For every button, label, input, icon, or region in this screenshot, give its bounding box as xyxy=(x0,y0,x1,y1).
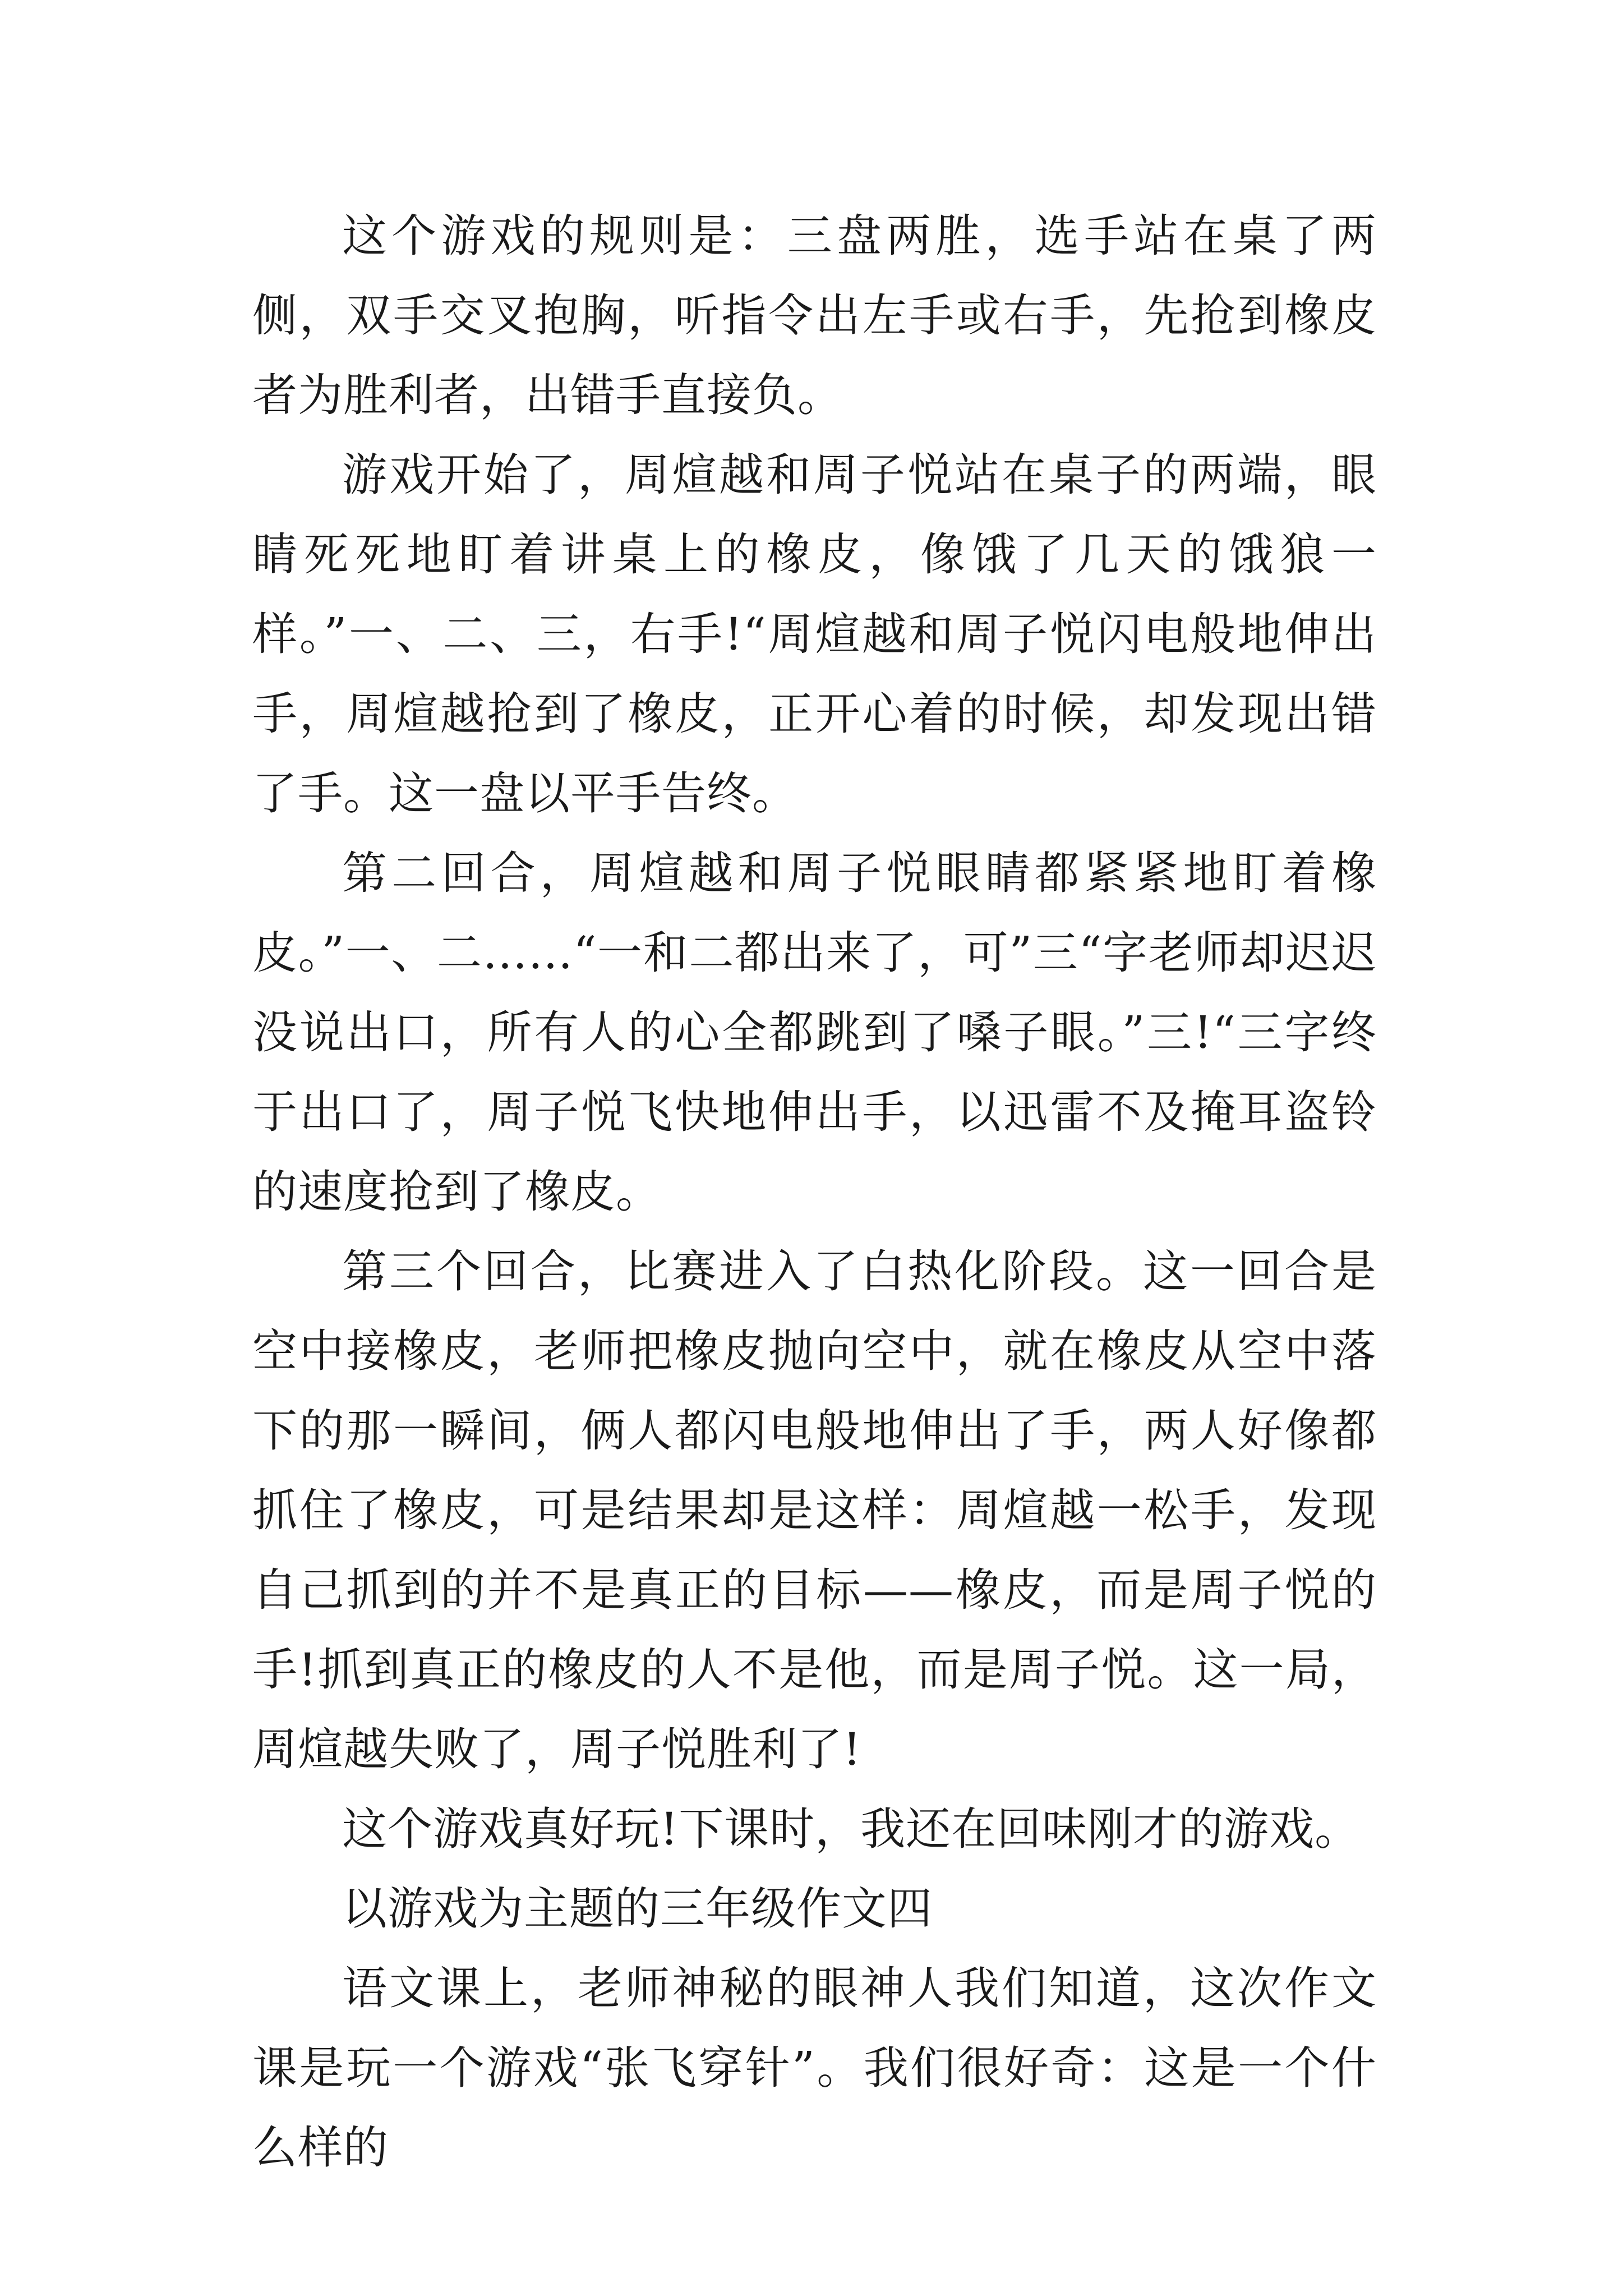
paragraph-round-three: 第三个回合，比赛进入了白热化阶段。这一回合是空中接橡皮，老师把橡皮抛向空中，就在橡皮从空中落下的那一瞬间，俩人都闪电般地伸出了手，两人好像都抓住了橡皮，可是结果却是这样：周煊越一松手，发现自己抓到的并不是真正的目标——橡皮，而是周子悦的手!抓到真正的橡皮的人不是他，而是周子悦。这一局，周煊越失败了，周子悦胜利了! xyxy=(252,1245,1377,1775)
paragraph-next-essay: 语文课上，老师神秘的眼神人我们知道，这次作文课是玩一个游戏“张飞穿针”。我们很好奇：这是一个什么样的 xyxy=(252,1962,1377,2174)
paragraph-conclusion: 这个游戏真好玩!下课时，我还在回味刚才的游戏。 xyxy=(342,1803,1361,1855)
paragraph-round-one: 游戏开始了，周煊越和周子悦站在桌子的两端，眼睛死死地盯着讲桌上的橡皮，像饿了几天的饿狼一样。”一、二、三，右手!“周煊越和周子悦闪电般地伸出手，周煊越抢到了橡皮，正开心着的时候，却发现出错了手。这一盘以平手告终。 xyxy=(252,449,1377,820)
essay-body xyxy=(252,196,1377,2188)
paragraph-round-two: 第二回合，周煊越和周子悦眼睛都紧紧地盯着橡皮。”一、二……“一和二都出来了，可”三“字老师却迟迟没说出口，所有人的心全都跳到了嗓子眼。”三!“三字终于出口了，周子悦飞快地伸出手，以迅雷不及掩耳盗铃的速度抢到了橡皮。 xyxy=(252,847,1377,1218)
section-heading: 以游戏为主题的三年级作文四 xyxy=(342,1883,933,1935)
paragraph-rules: 这个游戏的规则是：三盘两胜，选手站在桌了两侧，双手交叉抱胸，听指令出左手或右手，先抢到橡皮者为胜利者，出错手直接负。 xyxy=(252,210,1377,421)
